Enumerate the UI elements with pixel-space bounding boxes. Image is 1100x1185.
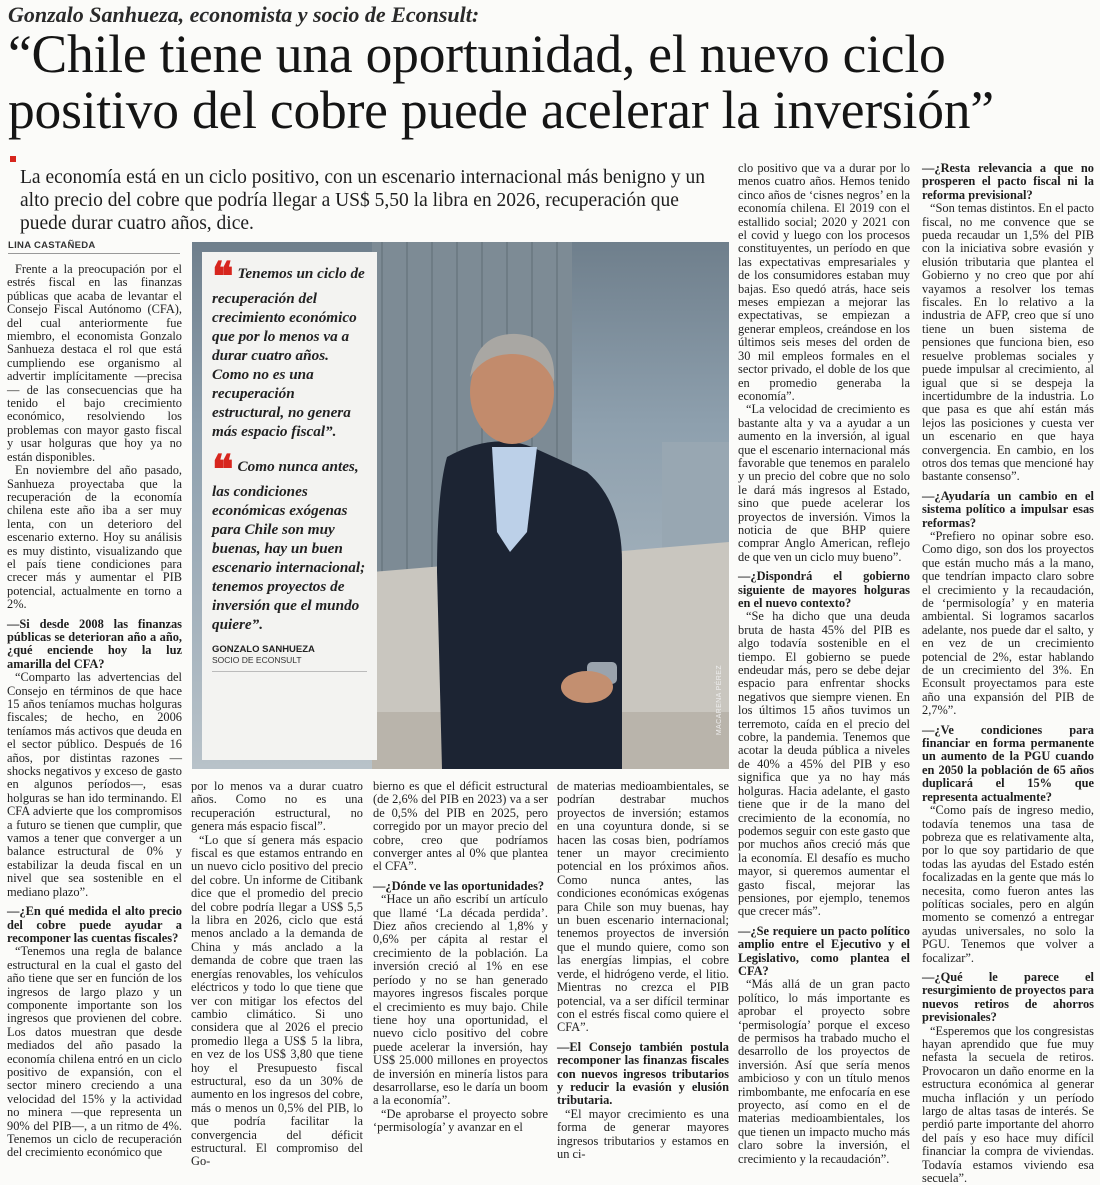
column-3 xyxy=(373,780,548,1135)
paragraph: “De aprobarse el proyecto sobre ‘permisología’ y avanzar en el xyxy=(373,1106,548,1135)
interview-question: — ¿Dispondrá el gobierno siguiente de mayores holguras en el nuevo contexto? xyxy=(738,570,910,610)
headline: “Chile tiene una oportunidad, el nuevo ciclo positivo del cobre puede acelerar la inversión” xyxy=(8,24,994,140)
interview-question: — Si desde 2008 las finanzas públicas se deterioran año a año, ¿qué enciende hoy la luz amarilla del CFA? xyxy=(7,618,182,672)
paragraph: En noviembre del año pasado, Sanhueza proyectaba que la recuperación de la economía chilena este año iba a ser muy lenta, con un deterioro del escenario externo. Hoy su análisis es muy distinto, visualizando que el país tiene condiciones para crecer más y aumentar el PIB potencial, actualmente en torno a 2%. xyxy=(7,463,182,612)
pullquote-2: ❝ Como nunca antes, las condiciones económicas exógenas para Chile son muy buenas, hay un buen escenario internacional; tenemos proyectos de inversión que el mundo quiere”. xyxy=(212,447,366,633)
paragraph: “Más allá de un gran pacto político, lo más importante es aprobar el proyecto sobre ‘permisología’ porque el exceso de permisos ha trabado mucho el desarrollo de los proyectos de inversión. Así que sería menos ambicioso y con un título menos rimbombante, me enfocaría en ese proyecto, así como en el de materias medioambientales, los que tienen un impacto mucho más claro sobre la inversión, el crecimiento y la recaudación”. xyxy=(738,977,910,1166)
interview-question: — ¿Ve condiciones para financiar en forma permanente un aumento de la PGU cuando en 2050 la población de 65 años duplicará el 15% que representa actualmente? xyxy=(922,724,1094,804)
paragraph: “Prefiero no opinar sobre eso. Como digo, son dos los proyectos que están mucho más a la mano, que tendrían impacto claro sobre el crecimiento y la recaudación, de ‘permisología’ y en materia ambiental. Si logramos sacarlos adelante, nos puede dar el salto, y en vez de un crecimiento potencial de 2%, estar hablando de un crecimiento del 3%. En Econsult proyectamos para este año una expansión del PIB de 2,7%”. xyxy=(922,528,1094,718)
column-5 xyxy=(738,162,910,1166)
interview-question: — ¿Se requiere un pacto político amplio entre el Ejecutivo y el Legislativo, como plantea el CFA? xyxy=(738,925,910,979)
column-4 xyxy=(557,780,729,1161)
pullquote-rule xyxy=(212,671,367,672)
byline-rule xyxy=(8,253,180,254)
paragraph: bierno es que el déficit estructural (de 2,6% del PIB en 2023) va a ser de 0,5% del PIB en 2025, pero corregido por un mayor precio del cobre, creo que podríamos converger antes al 0% que plantea el CFA”. xyxy=(373,779,548,874)
paragraph: “Tenemos una regla de balance estructural en la cual el gasto del año tiene que ser en función de los ingresos de largo plazo y un componente importante son los ingresos que provienen del cobre. Los datos muestran que desde mediados del año pasado la economía chilena entró en un ciclo positivo de expansión, con el sector minero creciendo a una velocidad del 15% y la actividad no minera —que representa un 90% del PIB—, a un ritmo de 4%. Tenemos un ciclo de recuperación del crecimiento económico que xyxy=(7,944,182,1160)
pullquote-source-name: GONZALO SANHUEZA xyxy=(212,644,315,655)
paragraph: “Son temas distintos. En el pacto fiscal, no me convence que se pueda recaudar un 1,5% del PIB con la iniciativa sobre evasión y elusión tributaria que plantea el Gobierno y no creo que por ahí vayamos a resolver los temas fiscales. En lo relativo a la industria de AFP, creo que sí uno tiene un buen sistema de pensiones que funciona bien, eso resuelve problemas sociales y puede impulsar al crecimiento, al igual que si se despeja la incertidumbre de la industria. Lo que pasa es que ahí están más lejos las posiciones y cuesta ver un escenario en que haya convergencia. En cambio, en los otros dos temas que mencioné hay bastante consenso”. xyxy=(922,201,1094,484)
kicker: Gonzalo Sanhueza, economista y socio de Econsult: xyxy=(8,2,480,27)
quote-mark-icon: ❝ xyxy=(212,254,234,299)
column-1 xyxy=(7,263,182,1160)
photo-credit: MACARENA PÉREZ xyxy=(716,664,723,735)
red-accent-square xyxy=(10,156,16,162)
pullquote-box xyxy=(202,252,377,760)
portrait-photo xyxy=(192,242,729,769)
dek: La economía está en un ciclo positivo, con un escenario internacional más benigno y un alto precio del cobre que podría llegar a US$ 5,50 la libra en 2026, recuperación que puede durar cuatro años, dice. xyxy=(20,167,705,234)
paragraph: “Hace un año escribí un artículo que llamé ‘La década perdida’. Diez años creciendo al 1,8% y 0,6% per cápita al restar el crecimiento de la población. La inversión creció al 1% en ese período y no se han generado mayores ingresos fiscales porque el crecimiento es muy bajo. Chile tiene hoy una oportunidad, el nuevo ciclo positivo del cobre puede acelerar la inversión, hay US$ 25.000 millones en proyectos de inversión en minería listos para desarrollarse, eso le daría un boom a la economía”. xyxy=(373,892,548,1108)
paragraph: por lo menos va a durar cuatro años. Como no es una recuperación estructural, no genera más espacio fiscal”. xyxy=(191,779,363,834)
quote-mark-icon: ❝ xyxy=(212,447,234,492)
byline: LINA CASTAÑEDA xyxy=(8,240,96,251)
interview-question: — ¿Dónde ve las oportunidades? xyxy=(373,880,548,893)
paragraph: “La velocidad de crecimiento es bastante alta y va a ayudar a un aumento en la inversión, al igual que el escenario internacional más favorable que tenemos en paralelo y un precio del cobre que no solo le dará más ingresos al Estado, sino que puede acelerar los proyectos de inversión. Vimos la noticia de que BHP quiere comprar Anglo American, reflejo de que ven un ciclo muy bueno”. xyxy=(738,402,910,564)
pullquote-1: ❝ Tenemos un ciclo de recuperación del crecimiento económico que por lo menos va a durar cuatro años. Como no es una recuperación estructural, no genera más espacio fiscal”. xyxy=(212,254,365,440)
paragraph: Frente a la preocupación por el estrés fiscal en las finanzas públicas que acaba de levantar el Consejo Fiscal Autónomo (CFA), del cual anteriormente fue miembro, el economista Gonzalo Sanhueza destaca el rol que está cumpliendo ese organismo al advertir implícitamente —precisa— de las consecuencias que ha tenido el bajo crecimiento económico, resolviendo los problemas con mayor gasto fiscal y usar holguras que hoy ya no están disponibles. xyxy=(7,262,182,464)
interview-question: — ¿Ayudaría un cambio en el sistema político a impulsar esas reformas? xyxy=(922,490,1094,530)
paragraph: “El mayor crecimiento es una forma de generar mayores ingresos tributarios y estamos en un ci- xyxy=(557,1106,729,1161)
column-2 xyxy=(191,780,363,1169)
paragraph: “Comparto las advertencias del Consejo en términos de que hace 15 años teníamos muchas holguras fiscales; de hecho, en 2006 teníamos más activos que deuda en el sector público. Después de 16 años, por distintas razones —shocks negativos y exceso de gasto en algunos períodos—, esas holguras se han ido terminando. El CFA advierte que los compromisos a futuro se tienen que cumplir, que vamos a tener que converger a un balance estructural de 0% y estabilizar la deuda fiscal en un nivel que sea sostenible en el mediano plazo”. xyxy=(7,670,182,899)
interview-question: — ¿Qué le parece el resurgimiento de proyectos para nuevos retiros de ahorros previsionales? xyxy=(922,971,1094,1025)
paragraph: de materias medioambientales, se podrían destrabar muchos proyectos de inversión; estamos en una coyuntura donde, si se hacen las cosas bien, podríamos tener un mayor crecimiento potencial en los próximos años. Como nunca antes, las condiciones económicas exógenas para Chile son muy buenas, hay un buen escenario internacional; tenemos proyectos de inversión que el mundo quiere, como son las energías limpias, el cobre verde, el hidrógeno verde, el litio. Mientras no crezca el PIB potencial, va a ser difícil terminar con el estrés fiscal como quiere el CFA”. xyxy=(557,779,729,1035)
paragraph: “Se ha dicho que una deuda bruta de hasta 45% del PIB es algo todavía sostenible en el tiempo. El gobierno se puede endeudar más, pero se debe dejar espacio para enfrentar shocks negativos que siempre vienen. En los últimos 15 años tuvimos un terremoto, caída en el precio del cobre, la pandemia. Tenemos que acotar la deuda pública a niveles de 40% a 45% del PIB y eso significa que ya no hay más holguras. Hacia adelante, el gasto tiene que ir de la mano del crecimiento de la economía, no podemos seguir con este gasto que por muchos años creció más que la economía. El desafío es mucho mayor, si queremos aumentar el gasto fiscal, mejorar las pensiones, por ejemplo, tenemos que crecer más”. xyxy=(738,609,910,919)
interview-question: — ¿En qué medida el alto precio del cobre puede ayudar a recomponer las cuentas fiscales? xyxy=(7,905,182,945)
column-6 xyxy=(922,162,1094,1185)
paragraph: “Como país de ingreso medio, todavía tenemos una tasa de pobreza que es relativamente alta, por lo que soy partidario de que todas las ayudas del Estado estén focalizadas en la gente que más lo necesita, como fueron antes las políticas sociales, pero en algún momento se comenzó a entregar ayudas universales, no solo la PGU. Tenemos que volver a focalizar”. xyxy=(922,803,1094,965)
pullquote-source-role: SOCIO DE ECONSULT xyxy=(212,655,302,665)
paragraph: “Esperemos que los congresistas hayan aprendido que fue muy nefasta la secuela de retiros. Provocaron un daño enorme en la estructura económica al generar mucha inflación y un período largo de altas tasas de interés. Se perdió parte importante del ahorro del país y eso hace muy difícil financiar la compra de viviendas. Todavía estamos viviendo esa secuela”. xyxy=(922,1023,1094,1185)
interview-question: — ¿Resta relevancia a que no prosperen el pacto fiscal ni la reforma previsional? xyxy=(922,162,1094,202)
paragraph: clo positivo que va a durar por lo menos cuatro años. Hemos tenido cinco años de ‘cisnes negros’ en la economía chilena. El 2019 con el estallido social; 2020 y 2021 con el covid y luego con los procesos constituyentes, un período en que las expectativas empresariales y de los consumidores estaban muy bajas. Eso quedó atrás, hace seis meses empiezan a mejorar las expectativas, se empiezan a generar empleos, creándose en los últimos seis meses del orden de 30 mil empleos formales en el sector privado, el doble de los que en promedio generaba la economía”. xyxy=(738,161,910,403)
interview-question: — El Consejo también postula recomponer las finanzas fiscales con nuevos ingresos tributarios y reducir la evasión y elusión tributaria. xyxy=(557,1041,729,1108)
paragraph: “Lo que sí genera más espacio fiscal es que estamos entrando en un nuevo ciclo positivo del precio del cobre. Un informe de Citibank dice que el promedio del precio del cobre podría llegar a US$ 5,5 la libra en 2026, ciclo que está menos anclado a la demanda de China y más anclado a la demanda de cobre que traen las energías renovables, los vehículos eléctricos y todo lo que tiene que ver con mitigar los efectos del cambio climático. Si uno considera que al 2026 el precio promedio llega a US$ 5 la libra, en vez de los US$ 3,80 que tiene hoy el Presupuesto fiscal estructural, eso da un 30% de aumento en los ingresos del cobre, más o menos un 0,5% del PIB, lo que podría facilitar la convergencia del déficit estructural. El compromiso del Go- xyxy=(191,832,363,1169)
